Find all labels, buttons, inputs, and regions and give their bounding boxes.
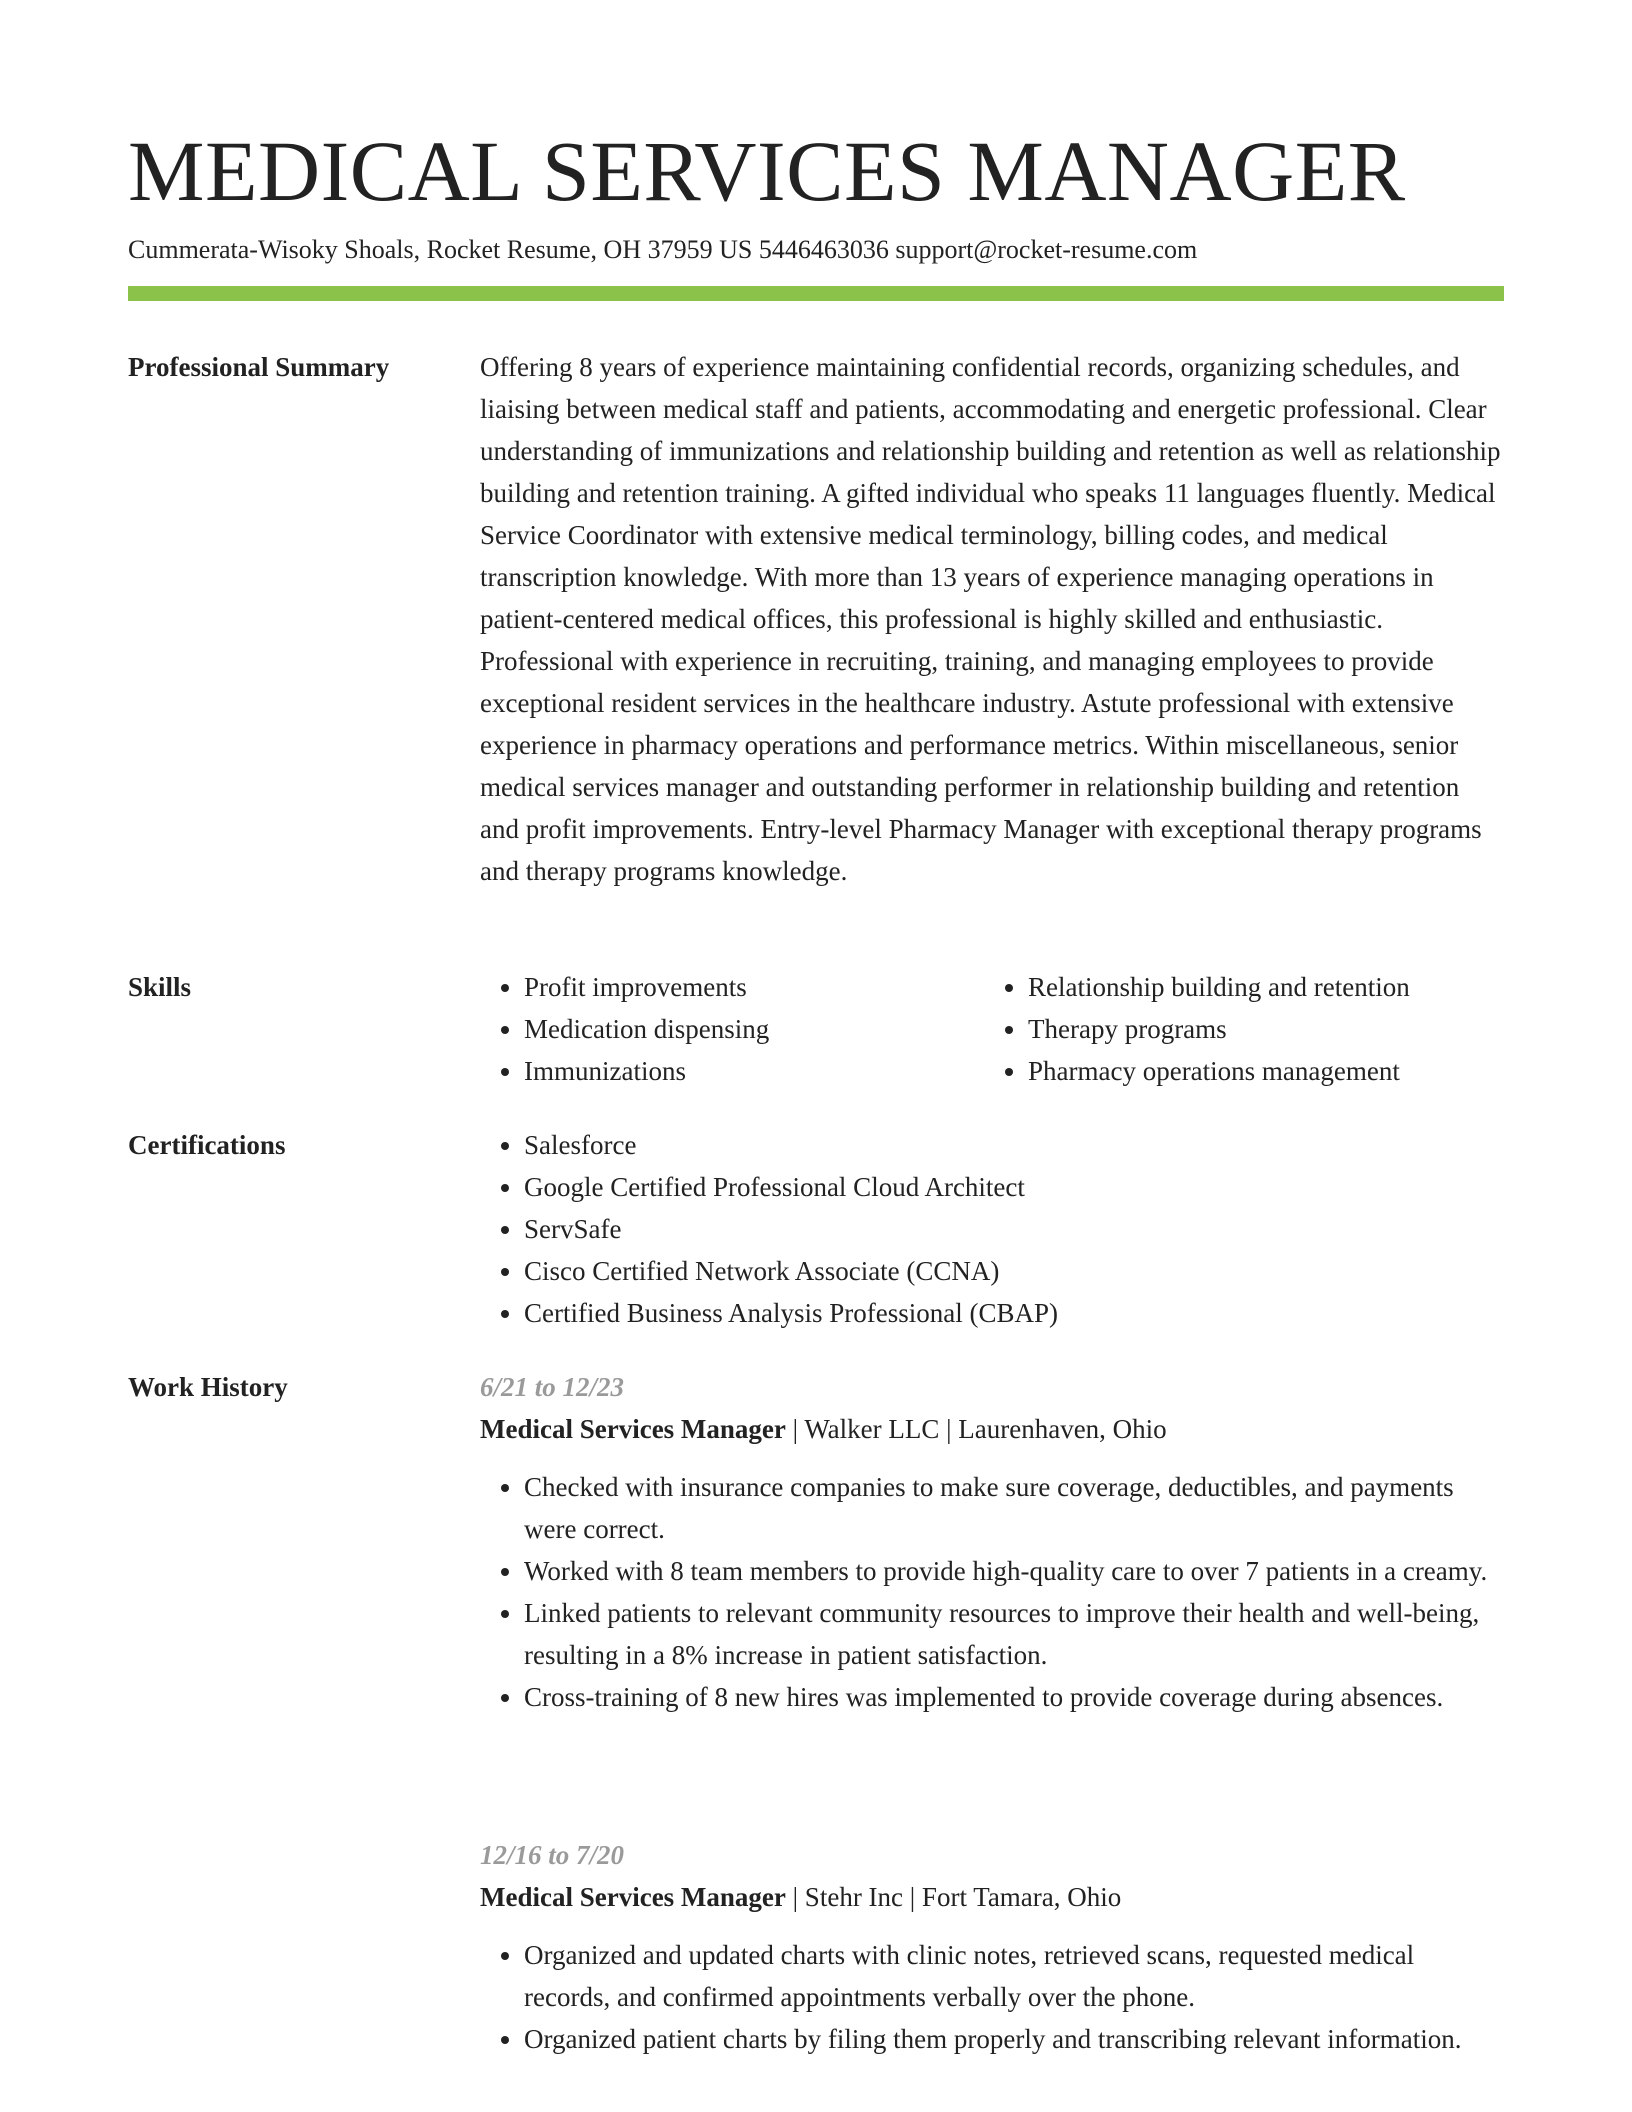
summary-content — [480, 346, 1504, 892]
job-entry — [480, 1366, 1504, 1718]
job-bullet: • Cross-training of 8 new hires was implemented to provide coverage during absences. — [524, 1676, 1504, 1718]
job-bullets — [480, 1466, 1504, 1718]
job-bullet: • Worked with 8 team members to provide high-quality care to over 7 patients in a creamy. — [524, 1550, 1504, 1592]
certification-item: • Certified Business Analysis Professional (CBAP) — [524, 1292, 1504, 1334]
job-bullets — [480, 1934, 1504, 2060]
job-bullet: • Organized and updated charts with clinic notes, retrieved scans, requested medical records, and confirmed appointments verbally over the phone. — [524, 1934, 1504, 2018]
skills-list-right — [984, 966, 1488, 1092]
skills-column-left — [480, 966, 984, 1092]
job-title: Medical Services Manager — [480, 1882, 786, 1912]
summary-label: Professional Summary — [128, 352, 390, 382]
skill-item: • Therapy programs — [1028, 1008, 1488, 1050]
job-bullet: • Linked patients to relevant community resources to improve their health and well-being, resulting in a 8% increase in patient satisfaction. — [524, 1592, 1504, 1676]
job-title: Medical Services Manager — [480, 1414, 786, 1444]
certifications-list — [480, 1124, 1504, 1334]
job-details: | Stehr Inc | Fort Tamara, Ohio — [785, 1882, 1122, 1912]
certification-item: • Cisco Certified Network Associate (CCNA) — [524, 1250, 1504, 1292]
job-heading — [480, 1408, 1504, 1450]
job-details: | Walker LLC | Laurenhaven, Ohio — [785, 1414, 1167, 1444]
job-bullet: • Checked with insurance companies to make sure coverage, deductibles, and payments were correct. — [524, 1466, 1504, 1550]
skill-item: • Pharmacy operations management — [1028, 1050, 1488, 1092]
skills-list-left — [480, 966, 984, 1092]
contact-info: Cummerata-Wisoky Shoals, Rocket Resume, OH 37959 US 5446463036 support@rocket-resume.com — [128, 235, 1198, 264]
job-dates: 12/16 to 7/20 — [480, 1840, 625, 1870]
skills-column-right — [984, 966, 1488, 1092]
skills-grid — [480, 966, 1504, 1092]
skills-label: Skills — [128, 972, 192, 1002]
header-divider — [128, 286, 1504, 301]
certifications-content — [480, 1124, 1504, 1334]
skill-item: • Immunizations — [524, 1050, 984, 1092]
certification-item: • Google Certified Professional Cloud Architect — [524, 1166, 1504, 1208]
job-heading — [480, 1876, 1504, 1918]
resume-title: MEDICAL SERVICES MANAGER — [128, 123, 1406, 219]
job-entry — [480, 1834, 1504, 2060]
certifications-label: Certifications — [128, 1130, 286, 1160]
skills-content — [480, 966, 1504, 1092]
work-history-label: Work History — [128, 1372, 288, 1402]
certification-item: • ServSafe — [524, 1208, 1504, 1250]
certification-item: • Salesforce — [524, 1124, 1504, 1166]
job-bullet: • Organized patient charts by filing them properly and transcribing relevant information. — [524, 2018, 1504, 2060]
job-dates: 6/21 to 12/23 — [480, 1372, 625, 1402]
skill-item: • Medication dispensing — [524, 1008, 984, 1050]
summary-text: Offering 8 years of experience maintaining confidential records, organizing schedules, and liaising between medical staff and patients, accommodating and energetic professional. Clear understanding of immunizations and relationship building and retention as well as relationship building and retention training. A gifted individual who speaks 11 languages fluently. Medical Service Coordinator with extensive medical terminology, billing codes, and medical transcription knowledge. With more than 13 years of experience managing operations in patient-centered medical offices, this professional is highly skilled and enthusiastic. Professional with experience in recruiting, training, and managing employees to provide exceptional resident services in the healthcare industry. Astute professional with extensive experience in pharmacy operations and performance metrics. Within miscellaneous, senior medical services manager and outstanding performer in relationship building and retention and profit improvements. Entry-level Pharmacy Manager with exceptional therapy programs and therapy programs knowledge. — [480, 352, 1501, 886]
skill-item: • Relationship building and retention — [1028, 966, 1488, 1008]
skill-item: • Profit improvements — [524, 966, 984, 1008]
